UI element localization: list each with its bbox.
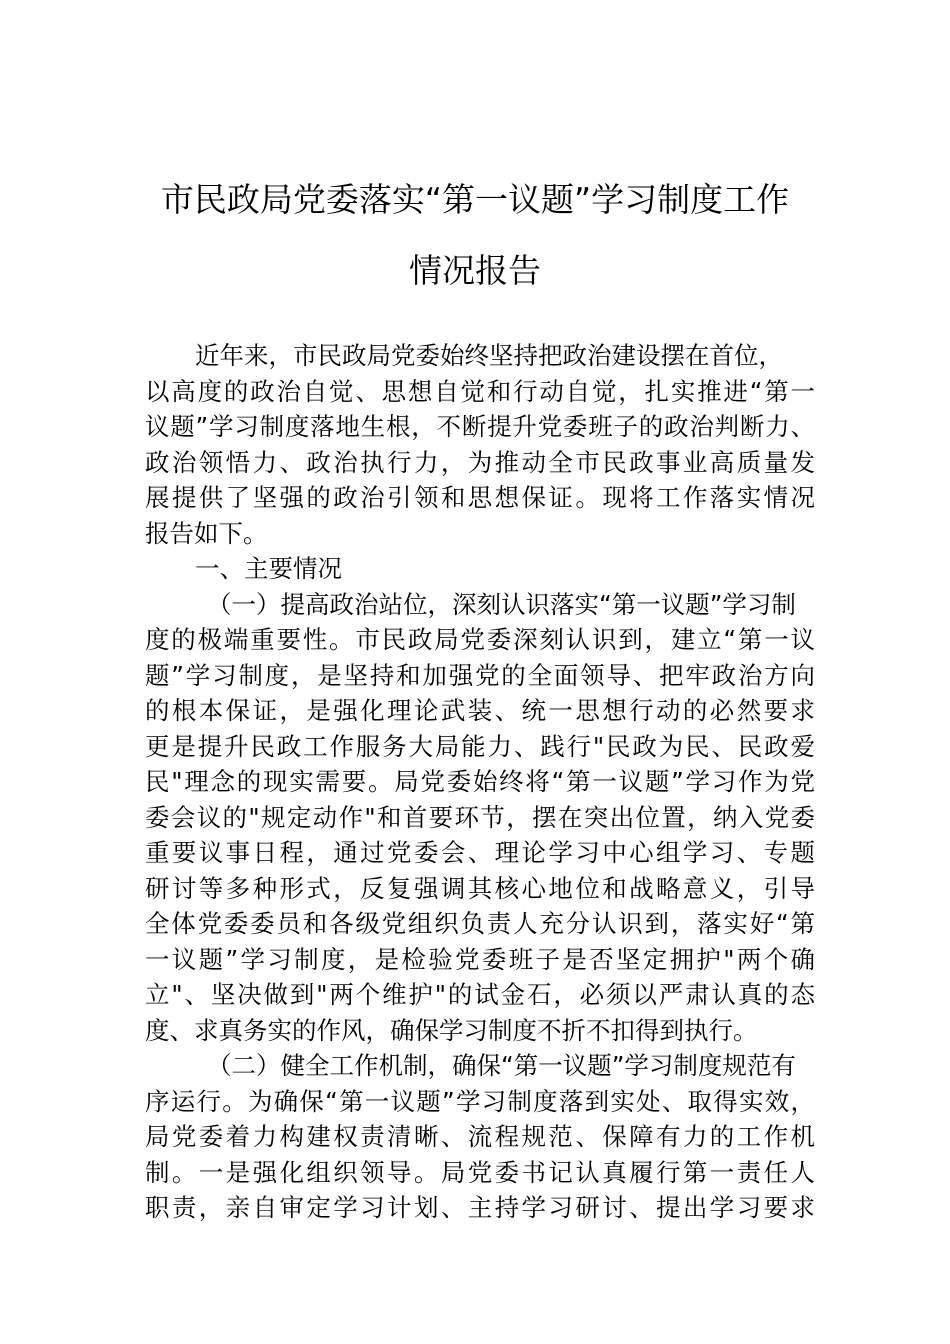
text-line: 立"、坚决做到"两个维护"的试金石，必须以严肃认真的态 xyxy=(145,980,815,1009)
text-line: 以高度的政治自觉、思想自觉和行动自觉，扎实推进“第一 xyxy=(145,376,815,406)
text-line: 议题”学习制度落地生根，不断提升党委班子的政治判断力、 xyxy=(145,412,815,441)
text-line: 职责，亲自审定学习计划、主持学习研讨、提出学习要求 xyxy=(145,1193,815,1222)
text-line: 序运行。为确保“第一议题”学习制度落到实处、取得实效， xyxy=(145,1086,815,1116)
subsection-heading: （二）健全工作机制，确保“第一议题”学习制度规范有 xyxy=(207,1051,796,1080)
text-line: 展提供了坚强的政治引领和思想保证。现将工作落实情况 xyxy=(145,483,815,512)
text-line: 局党委着力构建权责清晰、流程规范、保障有力的工作机 xyxy=(145,1122,815,1151)
document-title-line-2: 情况报告 xyxy=(409,251,541,290)
text-line: 研讨等多种形式，反复强调其核心地位和战略意义，引导 xyxy=(145,873,815,903)
text-line: 的根本保证，是强化理论武装、统一思想行动的必然要求 xyxy=(145,696,815,725)
text-line: 政治领悟力、政治执行力，为推动全市民政事业高质量发 xyxy=(145,447,815,477)
document-body xyxy=(145,338,815,1226)
text-line: 度的极端重要性。市民政局党委深刻认识到，建立“第一议 xyxy=(145,625,815,654)
text-line: 民"理念的现实需要。局党委始终将“第一议题”学习作为党 xyxy=(145,767,815,796)
text-line: 委会议的"规定动作"和首要环节，摆在突出位置，纳入党委 xyxy=(145,802,815,832)
document-title-line-1: 市民政局党委落实“第一议题”学习制度工作 xyxy=(160,180,790,219)
text-line: 题”学习制度，是坚持和加强党的全面领导、把牢政治方向 xyxy=(145,660,815,690)
text-line: 一议题”学习制度，是检验党委班子是否坚定拥护"两个确 xyxy=(145,944,815,974)
text-line: 近年来，市民政局党委始终坚持把政治建设摆在首位， xyxy=(195,341,783,370)
subsection-heading: （一）提高政治站位，深刻认识落实“第一议题”学习制 xyxy=(207,589,796,619)
text-line: 更是提升民政工作服务大局能力、践行"民政为民、民政爱 xyxy=(145,731,815,761)
text-line: 报告如下。 xyxy=(145,518,268,548)
text-line: 全体党委委员和各级党组织负责人充分认识到，落实好“第 xyxy=(145,909,815,938)
text-line: 重要议事日程，通过党委会、理论学习中心组学习、专题 xyxy=(145,838,815,867)
text-line: 制。一是强化组织领导。局党委书记认真履行第一责任人 xyxy=(145,1157,815,1187)
text-line: 度、求真务实的作风，确保学习制度不折不扣得到执行。 xyxy=(145,1015,758,1045)
section-heading: 一、主要情况 xyxy=(195,554,342,583)
